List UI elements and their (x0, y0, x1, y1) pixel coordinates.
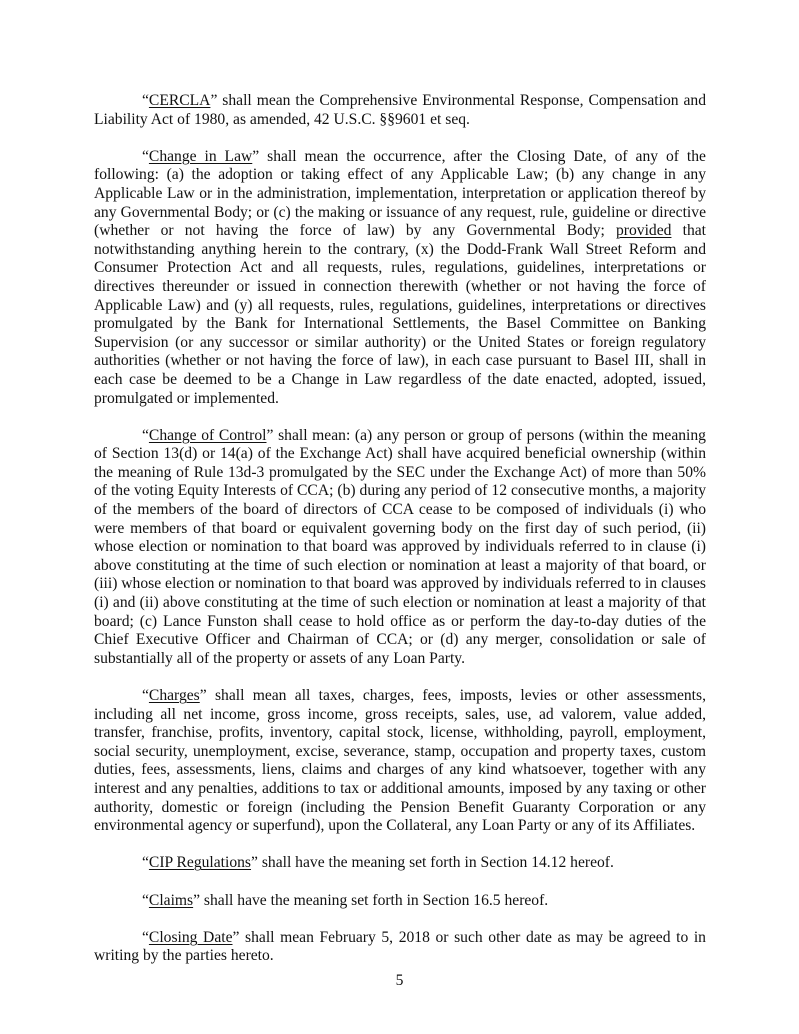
defined-term: CERCLA (148, 92, 211, 109)
document-page (94, 92, 706, 985)
defined-term: Charges (148, 687, 200, 704)
open-quote: “ (142, 854, 149, 872)
close-quote: ” (210, 92, 218, 109)
close-quote: ” (252, 147, 260, 165)
open-quote: “ (142, 426, 149, 444)
close-quote: ” (193, 891, 201, 909)
open-quote: “ (142, 891, 149, 909)
defined-term: CIP Regulations (148, 854, 252, 872)
close-quote: ” (266, 426, 274, 444)
defined-term: Change in Law (148, 147, 253, 165)
open-quote: “ (142, 147, 149, 165)
close-quote: ” (199, 687, 207, 704)
open-quote: “ (142, 687, 149, 704)
definition-body: shall mean all taxes, charges, fees, imposts, levies or other assessments, including all net income, gross income, gross receipts, sales, use, ad valorem, value added, transfer, franchise, profits, inventory, capital stock, license, withholding, payroll, employment, social security, unemployment, excise, severance, stamp, occupation and property taxes, custom duties, fees, assessments, liens, claims and charges of any kind whatsoever, together with any interest and any penalties, additions to tax or additional amounts, imposed by any taxing or other authority, domestic or foreign (including the Pension Benefit Guaranty Corporation or any environmental agency or superfund), upon the Collateral, any Loan Party or any of its Affiliates. (94, 687, 706, 835)
definition-claims (94, 892, 706, 911)
definition-closing-date (94, 929, 706, 966)
definition-body: shall have the meaning set forth in Section 14.12 hereof. (257, 854, 614, 872)
defined-term: Claims (148, 891, 194, 909)
definition-body: shall mean the occurrence, after the Closing Date, of any of the following: (a) the adoption or taking effect of any Applicable Law; (b) any change in any Applicable Law or in the administration, implementation, interpretation or application thereof by any Governmental Body; or (c) the making or issuance of any request, rule, guideline or directive (whether or not having the force of law) by any Governmental Body; (94, 147, 706, 240)
definition-cip-regulations (94, 854, 706, 873)
definition-body: shall mean: (a) any person or group of persons (within the meaning of Section 13(d) or 14(a) of the Exchange Act) shall have acquired beneficial ownership (within the meaning of Rule 13d-3 promulgated by the SEC under the Exchange Act) of more than 50% of the voting Equity Interests of CCA; (b) during any period of 12 consecutive months, a majority of the members of the board of directors of CCA cease to be composed of individuals (i) who were members of that board or equivalent governing body on the first day of such period, (ii) whose election or nomination to that board was approved by individuals referred to in clause (i) above constituting at the time of such election or nomination at least a majority of that board, or (iii) whose election or nomination to that board was approved by individuals referred to in clauses (i) and (ii) above constituting at the time of such election or nomination at least a majority of that board; (c) Lance Funston shall cease to hold office as or perform the day-to-day duties of the Chief Executive Officer and Chairman of CCA; or (d) any merger, consolidation or sale of substantially all of the property or assets of any Loan Party. (94, 426, 706, 667)
definition-cercla (94, 92, 706, 129)
definition-charges (94, 687, 706, 836)
close-quote: ” (232, 928, 240, 946)
open-quote: “ (142, 928, 149, 946)
page-number: 5 (395, 972, 404, 989)
definition-body: shall mean the Comprehensive Environmental Response, Compensation and Liability Act of 1980, as amended, 42 U.S.C. §§9601 et seq. (94, 92, 706, 128)
definition-body: shall have the meaning set forth in Section 16.5 hereof. (200, 891, 549, 909)
defined-term: Change of Control (148, 426, 267, 444)
open-quote: “ (142, 92, 149, 109)
underlined-word: provided (616, 222, 672, 240)
definition-change-of-control (94, 427, 706, 669)
close-quote: ” (251, 854, 258, 872)
definition-body: shall mean February 5, 2018 or such other date as may be agreed to in writing by the parties hereto. (94, 928, 706, 965)
definition-body-continued: that notwithstanding anything herein to the contrary, (x) the Dodd-Frank Wall Street Reform and Consumer Protection Act and all requests, rules, regulations, guidelines, interpretations or directives thereunder or issued in connection therewith (whether or not having the force of Applicable Law) and (y) all requests, rules, regulations, guidelines, interpretations or directives promulgated by the Bank for International Settlements, the Basel Committee on Banking Supervision (or any successor or similar authority) or the United States or foreign regulatory authorities (whether or not having the force of law), in each case pursuant to Basel III, shall in each case be deemed to be a Change in Law regardless of the date enacted, adopted, issued, promulgated or implemented. (94, 222, 706, 407)
defined-term: Closing Date (148, 928, 233, 946)
definition-change-in-law (94, 148, 706, 408)
